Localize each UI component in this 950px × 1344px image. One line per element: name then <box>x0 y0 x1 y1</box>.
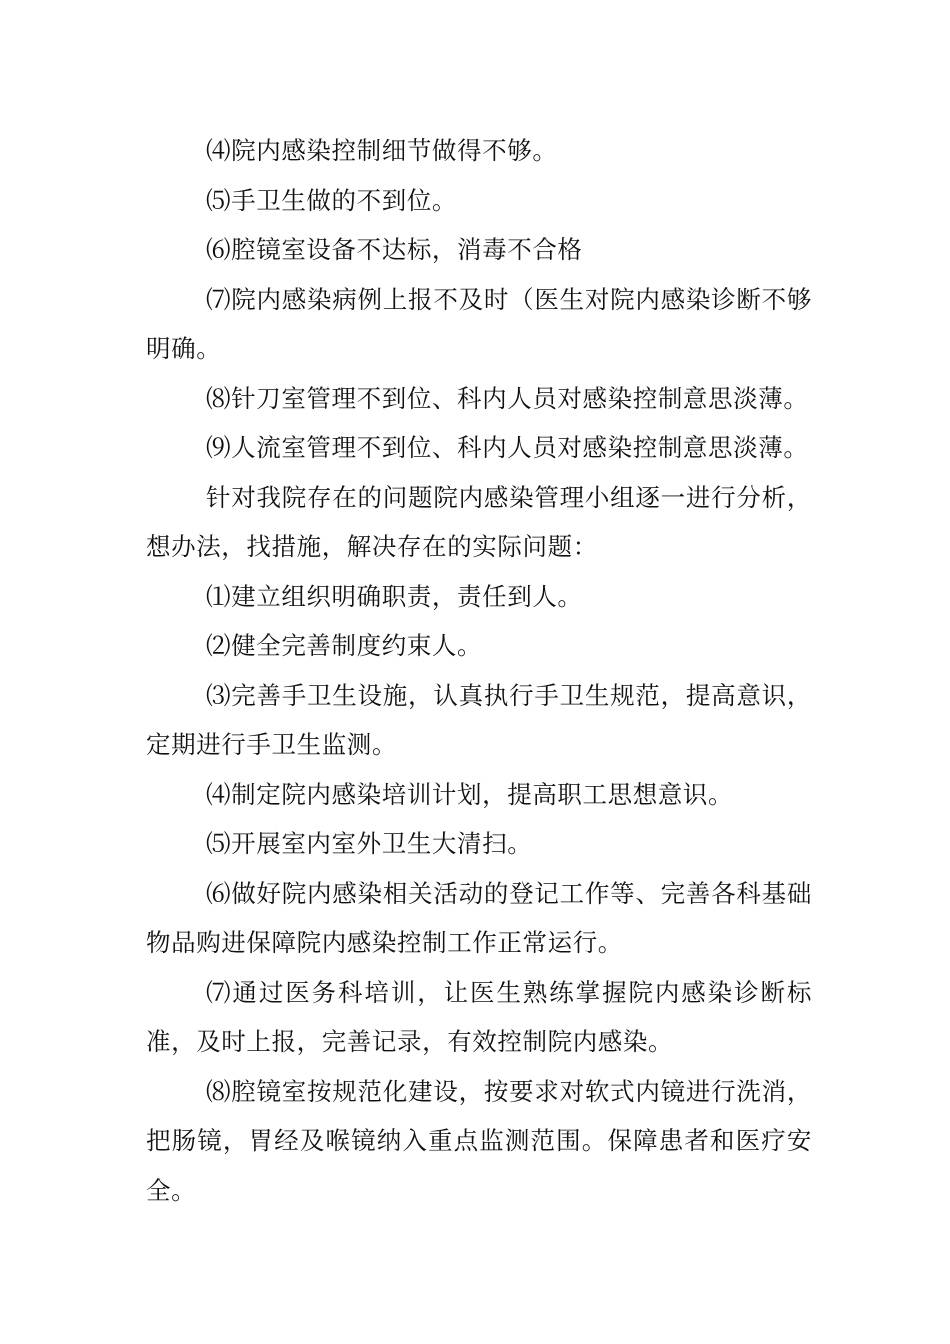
paragraph: ⑷制定院内感染培训计划，提高职工思想意识。 <box>206 779 734 809</box>
paragraph: ⑹做好院内感染相关活动的登记工作等、完善各科基础物品购进保障院内感染控制工作正常运行。 <box>146 878 812 957</box>
paragraph: ⑺院内感染病例上报不及时（医生对院内感染诊断不够明确。 <box>146 284 812 363</box>
document-body <box>146 126 812 1215</box>
paragraph: ⑻腔镜室按规范化建设，按要求对软式内镜进行洗消，把肠镜，胃经及喉镜纳入重点监测范围。保障患者和医疗安全。 <box>146 1076 812 1205</box>
paragraph: ⑷院内感染控制细节做得不够。 <box>206 136 558 165</box>
paragraph: ⑸开展室内室外卫生大清扫。 <box>206 829 533 858</box>
paragraph: ⑵健全完善制度约束人。 <box>206 631 483 660</box>
paragraph: ⑹腔镜室设备不达标，消毒不合格 <box>206 235 583 264</box>
paragraph: ⑸手卫生做的不到位。 <box>206 185 458 215</box>
paragraph: ⑶完善手卫生设施，认真执行手卫生规范，提高意识，定期进行手卫生监测。 <box>146 680 812 759</box>
paragraph: ⑼人流室管理不到位、科内人员对感染控制意思淡薄。 <box>206 433 809 462</box>
paragraph: ⑻针刀室管理不到位、科内人员对感染控制意思淡薄。 <box>206 383 809 413</box>
paragraph: 针对我院存在的问题院内感染管理小组逐一进行分析，想办法，找措施，解决存在的实际问题： <box>146 482 812 561</box>
paragraph: ⑺通过医务科培训，让医生熟练掌握院内感染诊断标准，及时上报，完善记录，有效控制院内感染。 <box>146 977 812 1056</box>
paragraph: ⑴建立组织明确职责，责任到人。 <box>206 581 583 611</box>
